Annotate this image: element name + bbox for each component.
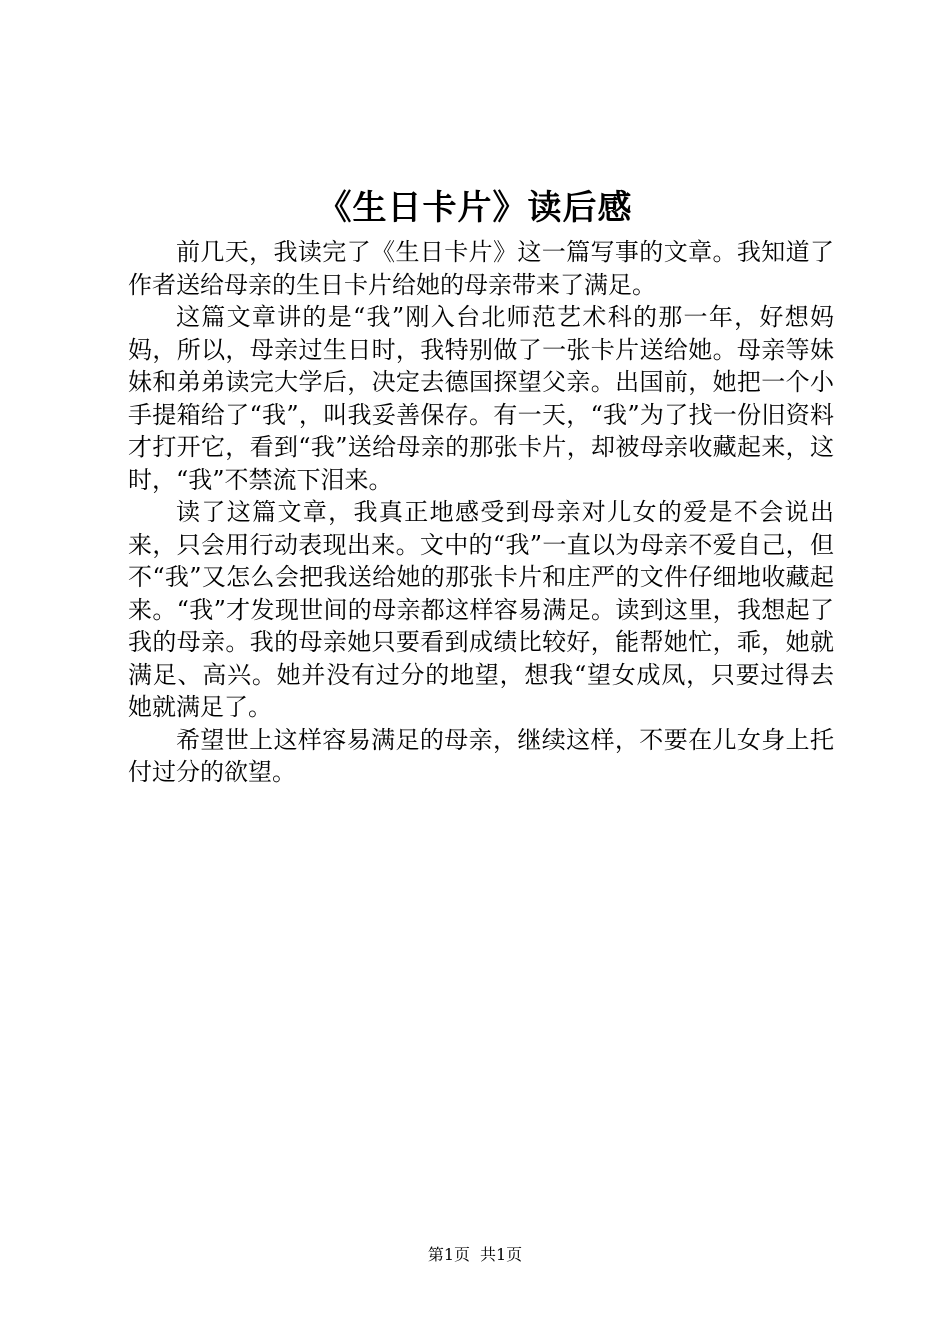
paragraph-4: 希望世上这样容易满足的母亲，继续这样，不要在儿女身上托付过分的欲望。	[128, 725, 834, 786]
document-title: 《生日卡片》读后感	[317, 188, 633, 228]
document-body	[128, 236, 834, 789]
paragraph-1: 前几天，我读完了《生日卡片》这一篇写事的文章。我知道了作者送给母亲的生日卡片给她的母亲带来了满足。	[128, 238, 834, 299]
paragraph-2: 这篇文章讲的是“我”刚入台北师范艺术科的那一年，好想妈妈，所以，母亲过生日时，我特别做了一张卡片送给她。母亲等妹妹和弟弟读完大学后，决定去德国探望父亲。出国前，她把一个小手提箱给了“我”，叫我妥善保存。有一天，“我”为了找一份旧资料才打开它，看到“我”送给母亲的那张卡片，却被母亲收藏起来，这时，“我”不禁流下泪来。	[128, 303, 834, 494]
paragraph-3: 读了这篇文章，我真正地感受到母亲对儿女的爱是不会说出来，只会用行动表现出来。文中的“我”一直以为母亲不爱自己，但不“我”又怎么会把我送给她的那张卡片和庄严的文件仔细地收藏起来。“我”才发现世间的母亲都这样容易满足。读到这里，我想起了我的母亲。我的母亲她只要看到成绩比较好，能帮她忙，乖，她就满足、高兴。她并没有过分的地望，想我“望女成凤，只要过得去她就满足了。	[128, 498, 834, 721]
page-footer	[0, 1244, 950, 1266]
page-total: 共1页	[480, 1245, 523, 1264]
page-number: 第1页	[427, 1245, 470, 1264]
